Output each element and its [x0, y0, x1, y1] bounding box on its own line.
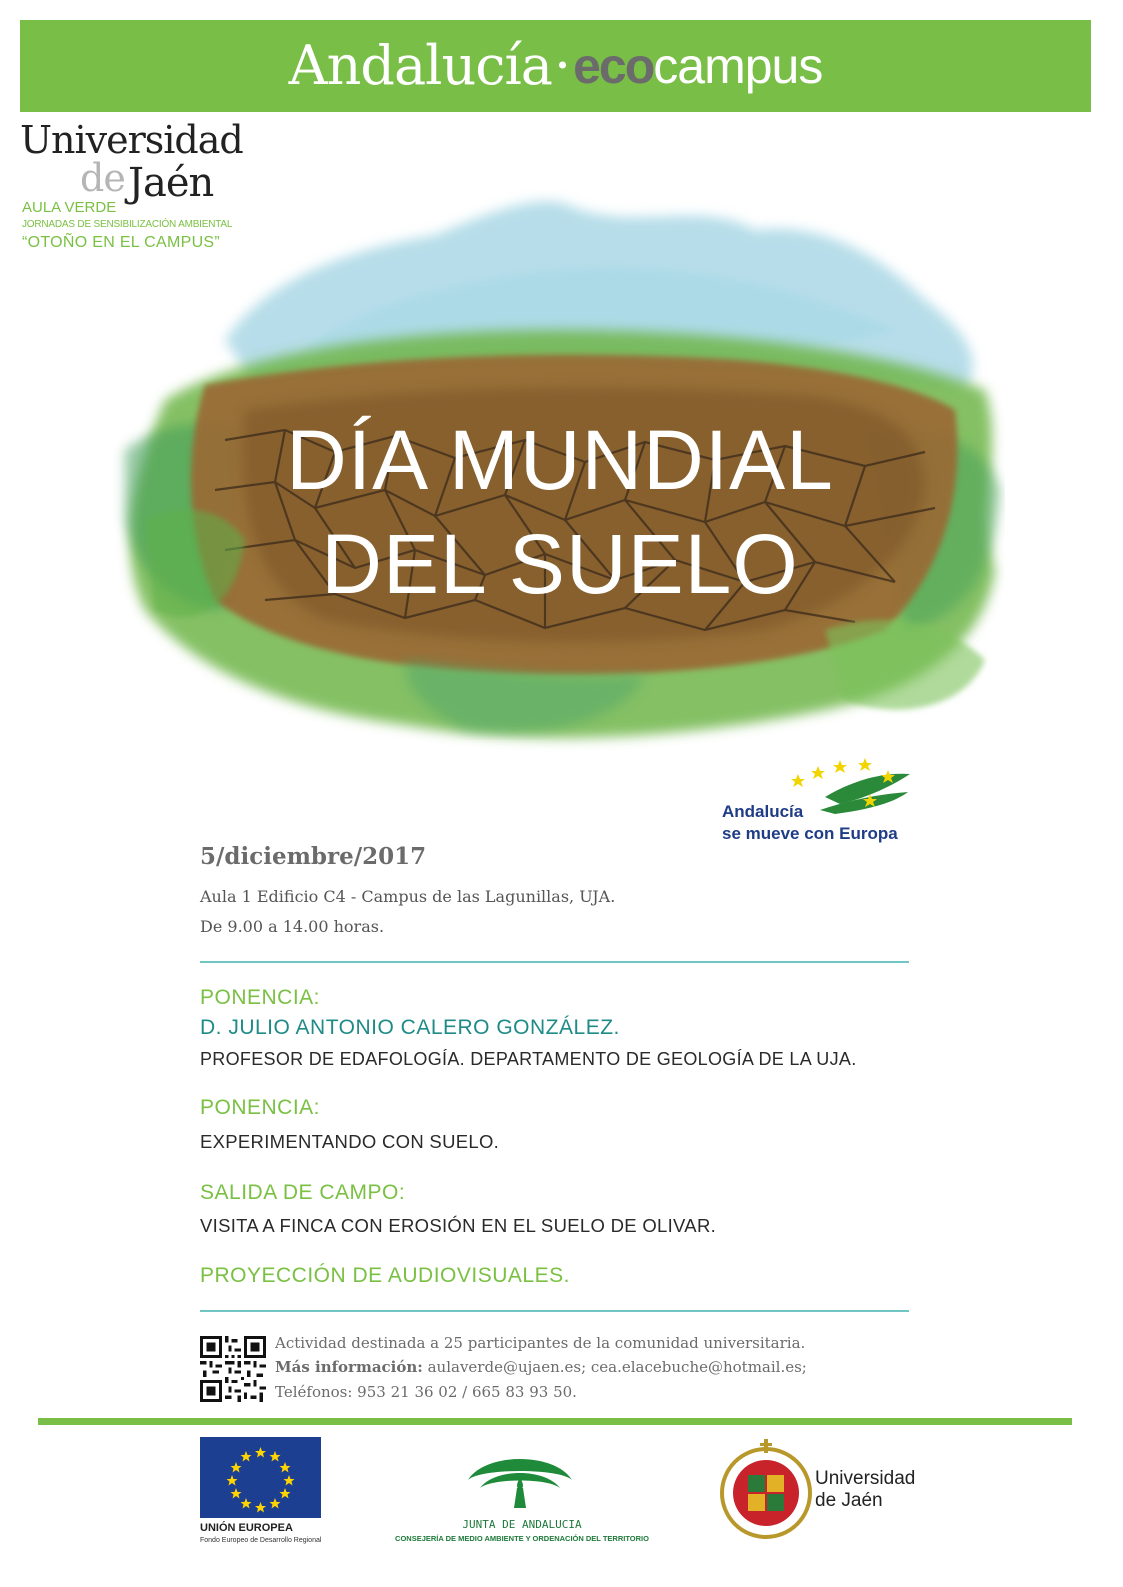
university-name-de: de [80, 156, 125, 200]
eu-sub-label: Fondo Europeo de Desarrollo Regional [200, 1537, 322, 1544]
program-ponencia-1-heading: PONENCIA: [200, 986, 321, 1009]
contact-info-label: Más información: [275, 1358, 423, 1376]
program-ponencia-2-description: EXPERIMENTANDO CON SUELO. [200, 1131, 500, 1152]
brand-campus: campus [653, 38, 823, 94]
contact-info [275, 1358, 807, 1376]
university-seal-icon [716, 1437, 816, 1541]
qr-code-icon[interactable] [200, 1336, 266, 1402]
hero-title [120, 408, 1000, 616]
hero-title-line1: DÍA MUNDIAL [286, 413, 834, 507]
brand-andalucia: Andalucía [288, 34, 552, 97]
contact-emails[interactable]: aulaverde@ujaen.es; cea.elacebuche@hotmail.es; [422, 1358, 807, 1376]
divider [200, 1310, 909, 1312]
uja-footer-name-line1: Universidad [815, 1468, 916, 1489]
brand-dot: · [553, 34, 572, 97]
otono-label: “OTOÑO EN EL CAMPUS” [22, 234, 221, 251]
program-speaker-description: PROFESOR DE EDAFOLOGÍA. DEPARTAMENTO DE GEOLOGÍA DE LA UJA. [200, 1049, 857, 1069]
aula-verde-label: AULA VERDE [22, 199, 117, 216]
program-speaker-name: D. JULIO ANTONIO CALERO GONZÁLEZ. [200, 1016, 620, 1039]
eu-flag-icon [200, 1437, 321, 1518]
junta-consejeria: CONSEJERÍA DE MEDIO AMBIENTE Y ORDENACIÓN DEL TERRITORIO [395, 1534, 649, 1543]
europe-badge-line1: Andalucía [722, 802, 804, 821]
divider [200, 961, 909, 963]
junta-de-andalucia-logo [460, 1440, 580, 1520]
program-salida-heading: SALIDA DE CAMPO: [200, 1181, 406, 1204]
jornadas-label: JORNADAS DE SENSIBILIZACIÓN AMBIENTAL [22, 219, 233, 230]
university-name-jaen: Jaén [128, 160, 214, 206]
contact-capacity: Actividad destinada a 25 participantes de la comunidad universitaria. [275, 1334, 806, 1352]
brand-logo-andalucia-ecocampus [0, 20, 1111, 112]
hero-title-line2: DEL SUELO [321, 517, 799, 611]
university-name-line1: Universidad [20, 118, 243, 162]
europe-badge-line2: se mueve con Europa [722, 824, 898, 843]
eu-label: UNIÓN EUROPEA [200, 1522, 293, 1534]
program-ponencia-2-heading: PONENCIA: [200, 1096, 321, 1119]
program-salida-description: VISITA A FINCA CON EROSIÓN EN EL SUELO DE OLIVAR. [200, 1215, 717, 1236]
program-proyeccion-heading: PROYECCIÓN DE AUDIOVISUALES. [200, 1264, 570, 1287]
uja-footer-name-line2: de Jaén [815, 1490, 883, 1511]
contact-phones: Teléfonos: 953 21 36 02 / 665 83 93 50. [275, 1383, 577, 1401]
event-date: 5/diciembre/2017 [200, 843, 427, 870]
junta-name: JUNTA DE ANDALUCIA [462, 1518, 582, 1531]
event-place: Aula 1 Edificio C4 - Campus de las Lagunillas, UJA. [200, 887, 616, 906]
footer-divider [38, 1418, 1072, 1425]
brand-eco: eco [573, 38, 654, 94]
event-hours: De 9.00 a 14.00 horas. [200, 917, 385, 936]
